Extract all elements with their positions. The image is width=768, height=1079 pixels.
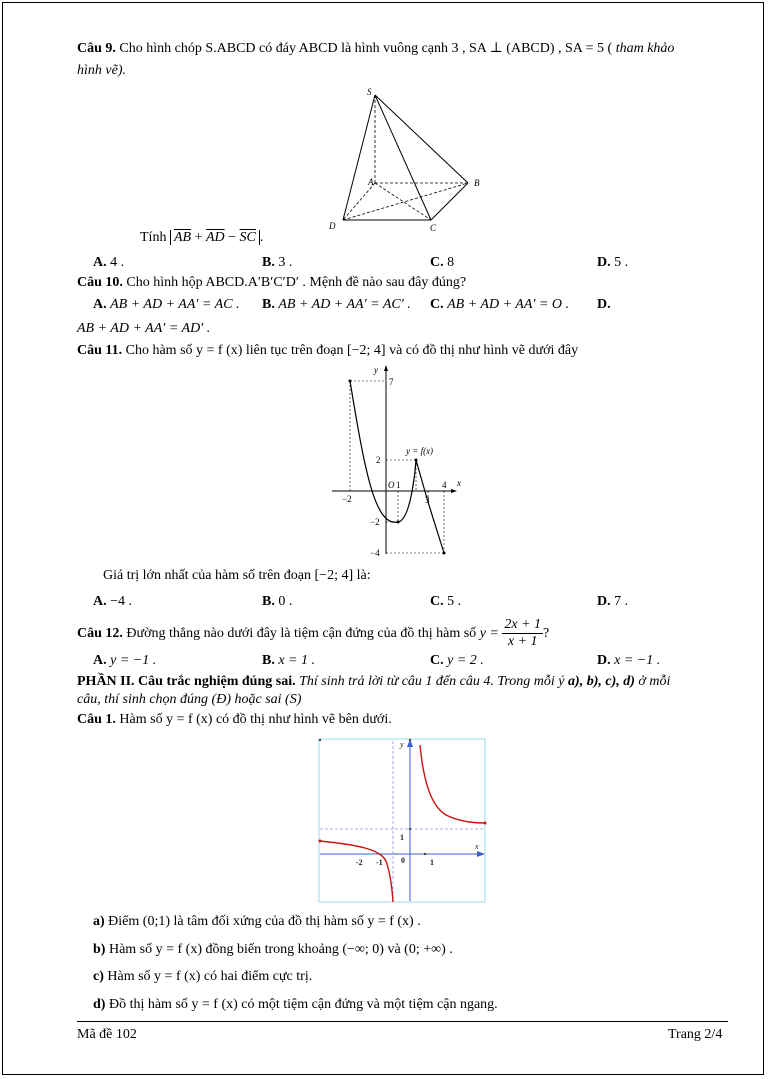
- tick-y--2: −2: [370, 517, 380, 527]
- option-text: 7 .: [614, 594, 629, 609]
- option-key: C.: [430, 255, 444, 270]
- tick-x-1: 1: [396, 480, 401, 490]
- vec-sc: $\overline{SC}$: [239, 230, 256, 245]
- option-text: AB + AD + AA′ = O .: [447, 297, 570, 312]
- q11-graph: [330, 362, 460, 562]
- item-key: b): [93, 942, 106, 957]
- part2-line1: [77, 673, 670, 691]
- item-key: d): [93, 997, 106, 1012]
- option-text: 0 .: [278, 594, 293, 609]
- q10-option-c[interactable]: [430, 296, 569, 314]
- option-key: A.: [93, 297, 107, 312]
- q9-ask-expr: $\overline{AB} + \overline{AD} - \overline{SC}$: [170, 230, 260, 245]
- option-text: −4 .: [110, 594, 133, 609]
- q10-line1: [77, 274, 466, 292]
- tick-x--1: -1: [376, 858, 383, 867]
- q9-option-a[interactable]: [93, 254, 124, 272]
- x-axis-arrow: [477, 851, 485, 857]
- q12-option-a[interactable]: [93, 652, 156, 670]
- y-axis-arrow: [384, 365, 388, 371]
- option-key: D.: [597, 653, 611, 668]
- q9-ask: Tính $\overline{AB} + \overline{AD} - \overline{SC}$ .: [140, 230, 264, 245]
- q10-option-d-text: AB + AD + AA′ = AD′ .: [77, 321, 211, 336]
- option-text: y = 2 .: [447, 653, 484, 668]
- footer-code: Mã đề 102: [77, 1027, 137, 1042]
- q11-text: Cho hàm số y = f (x) liên tục trên đoạn [−2; 4] và có đồ thị như hình vẽ dưới đây: [125, 343, 579, 358]
- edge-sc: [375, 95, 431, 220]
- q9-line2: hình vẽ).: [77, 63, 126, 78]
- p2q1-label: Câu 1.: [77, 712, 116, 727]
- q12-option-b[interactable]: [262, 652, 315, 670]
- part2-instr-bold: a), b), c), d): [568, 674, 635, 689]
- item-text: Điểm (0;1) là tâm đối xứng của đồ thị hàm số y = f (x) .: [108, 914, 421, 929]
- q11-option-d[interactable]: [597, 593, 628, 611]
- q9-option-d[interactable]: [597, 254, 628, 272]
- pyramid-figure: [325, 85, 500, 235]
- option-text: 5 .: [614, 255, 629, 270]
- tick-x-4: 4: [442, 480, 447, 490]
- point: [443, 552, 446, 555]
- footer-page: Trang 2/4: [668, 1027, 723, 1042]
- edge-sd: [343, 95, 375, 220]
- part2-instr1: Thí sinh trả lời từ câu 1 đến câu 4. Trong mỗi ý: [299, 674, 565, 689]
- option-text: x = 1 .: [278, 653, 316, 668]
- label-a: A: [368, 177, 374, 187]
- option-key: B.: [262, 255, 275, 270]
- tick-x--2: −2: [342, 494, 352, 504]
- p2q1-y-label: y: [400, 740, 404, 749]
- item-text: Hàm số y = f (x) có hai điểm cực trị.: [107, 969, 313, 984]
- option-text: 8: [447, 255, 455, 270]
- option-key: C.: [430, 594, 444, 609]
- fraction-numerator: 2x + 1: [504, 617, 542, 633]
- tick-origin: O: [388, 480, 395, 490]
- q11-curve-label: y = f(x): [406, 446, 434, 456]
- q12-option-d[interactable]: [597, 652, 660, 670]
- option-key: C.: [430, 653, 444, 668]
- label-c: C: [430, 223, 437, 233]
- tick-y--4: −4: [370, 548, 380, 558]
- option-text: x = −1 .: [614, 653, 661, 668]
- x-axis-arrow: [451, 489, 457, 493]
- p2q1-item-c: [93, 968, 312, 986]
- point: [319, 840, 322, 843]
- q11-x-label: x: [457, 478, 461, 488]
- corner-dot: [409, 739, 411, 741]
- tick-y-2: 2: [376, 455, 381, 465]
- p2q1-line1: [77, 711, 392, 729]
- left-branch: [320, 841, 393, 902]
- option-text: y = −1 .: [110, 653, 157, 668]
- item-key: a): [93, 914, 105, 929]
- q12-label: Câu 12.: [77, 626, 123, 641]
- tick-x-1: 1: [430, 858, 434, 867]
- p2q1-item-a: [93, 913, 421, 931]
- option-key: D.: [597, 594, 611, 609]
- option-key: B.: [262, 653, 275, 668]
- vec-ab: $\overline{AB}$: [173, 230, 192, 245]
- part2-title: PHẦN II. Câu trắc nghiệm đúng sai.: [77, 674, 296, 689]
- option-key: C.: [430, 297, 444, 312]
- footer-rule: [77, 1021, 728, 1022]
- q11-y-label: y: [374, 365, 378, 375]
- q12-fraction: [502, 617, 543, 650]
- p2q1-x-label: x: [475, 842, 479, 851]
- p2q1-item-d: [93, 996, 498, 1014]
- q9-option-b[interactable]: [262, 254, 292, 272]
- q9-line1: [77, 40, 674, 58]
- q11-option-a[interactable]: [93, 593, 132, 611]
- edge-sb: [375, 95, 468, 183]
- tick-x-3: 3: [425, 495, 430, 505]
- option-key: B.: [262, 297, 275, 312]
- point: [349, 380, 352, 383]
- q11-ask: Giá trị lớn nhất của hàm số trên đoạn [−2; 4] là:: [103, 568, 371, 583]
- p2q1-item-b: [93, 941, 453, 959]
- label-s: S: [367, 87, 372, 97]
- q10-label: Câu 10.: [77, 275, 123, 290]
- option-text: 3 .: [278, 255, 293, 270]
- q11-option-b[interactable]: [262, 593, 292, 611]
- right-branch: [420, 745, 485, 823]
- label-d: D: [329, 221, 336, 231]
- corner-dot: [319, 739, 321, 741]
- q12-text: Đường thẳng nào dưới đây là tiệm cận đứng của đồ thị hàm số: [126, 626, 477, 641]
- q9-text-italic: tham khảo: [615, 41, 675, 56]
- part2-instr2: ở mỗi: [638, 674, 671, 689]
- option-key: A.: [93, 594, 107, 609]
- part2-line2: câu, thí sinh chọn đúng (Đ) hoặc sai (S): [77, 692, 302, 707]
- label-b: B: [474, 178, 480, 188]
- p2q1-text: Hàm số y = f (x) có đồ thị như hình vẽ bên dưới.: [119, 712, 392, 727]
- q12-func-lhs: y =: [479, 626, 499, 641]
- p2q1-graph: [318, 737, 488, 905]
- q11-option-c[interactable]: [430, 593, 461, 611]
- option-text: 4 .: [110, 255, 125, 270]
- tick-x--2: -2: [356, 858, 363, 867]
- q10-option-a[interactable]: [93, 296, 240, 314]
- vec-ad: $\overline{AD}$: [205, 230, 225, 245]
- tick-y-1: 1: [400, 833, 404, 842]
- option-text: AB + AD + AA′ = AC′ .: [278, 297, 411, 312]
- tick-y-7: 7: [389, 377, 394, 387]
- q9-option-c[interactable]: [430, 254, 454, 272]
- point: [415, 459, 418, 462]
- option-key: B.: [262, 594, 275, 609]
- q10-option-d[interactable]: [597, 296, 611, 314]
- q12-option-c[interactable]: [430, 652, 484, 670]
- point: [397, 521, 400, 524]
- fraction-denominator: x + 1: [507, 634, 538, 650]
- point: [424, 853, 426, 855]
- q11-label: Câu 11.: [77, 343, 123, 358]
- option-text: 5 .: [447, 594, 462, 609]
- option-key: A.: [93, 653, 107, 668]
- option-key: A.: [93, 255, 107, 270]
- point: [409, 828, 411, 830]
- q12-func-tail: ?: [543, 626, 550, 641]
- q9-text: Cho hình chóp S.ABCD có đáy ABCD là hình vuông cạnh 3 , SA ⊥ (ABCD) , SA = 5 (: [119, 41, 613, 56]
- q11-line1: [77, 342, 578, 360]
- q10-option-b[interactable]: [262, 296, 411, 314]
- item-text: Đồ thị hàm số y = f (x) có một tiệm cận đứng và một tiệm cận ngang.: [108, 997, 498, 1012]
- q11-curve: [350, 381, 444, 553]
- item-text: Hàm số y = f (x) đồng biến trong khoảng (−∞; 0) và (0; +∞) .: [108, 942, 453, 957]
- option-key: D.: [597, 255, 611, 270]
- q9-label: Câu 9.: [77, 41, 116, 56]
- option-text: AB + AD + AA′ = AC .: [110, 297, 240, 312]
- point: [484, 822, 487, 825]
- q12-line1: [77, 617, 549, 651]
- item-key: c): [93, 969, 104, 984]
- tick-origin: 0: [401, 856, 405, 865]
- q10-text: Cho hình hộp ABCD.A′B′C′D′ . Mệnh đề nào sau đây đúng?: [126, 275, 467, 290]
- option-key: D.: [597, 297, 611, 312]
- q9-ask-prefix: Tính: [140, 230, 167, 245]
